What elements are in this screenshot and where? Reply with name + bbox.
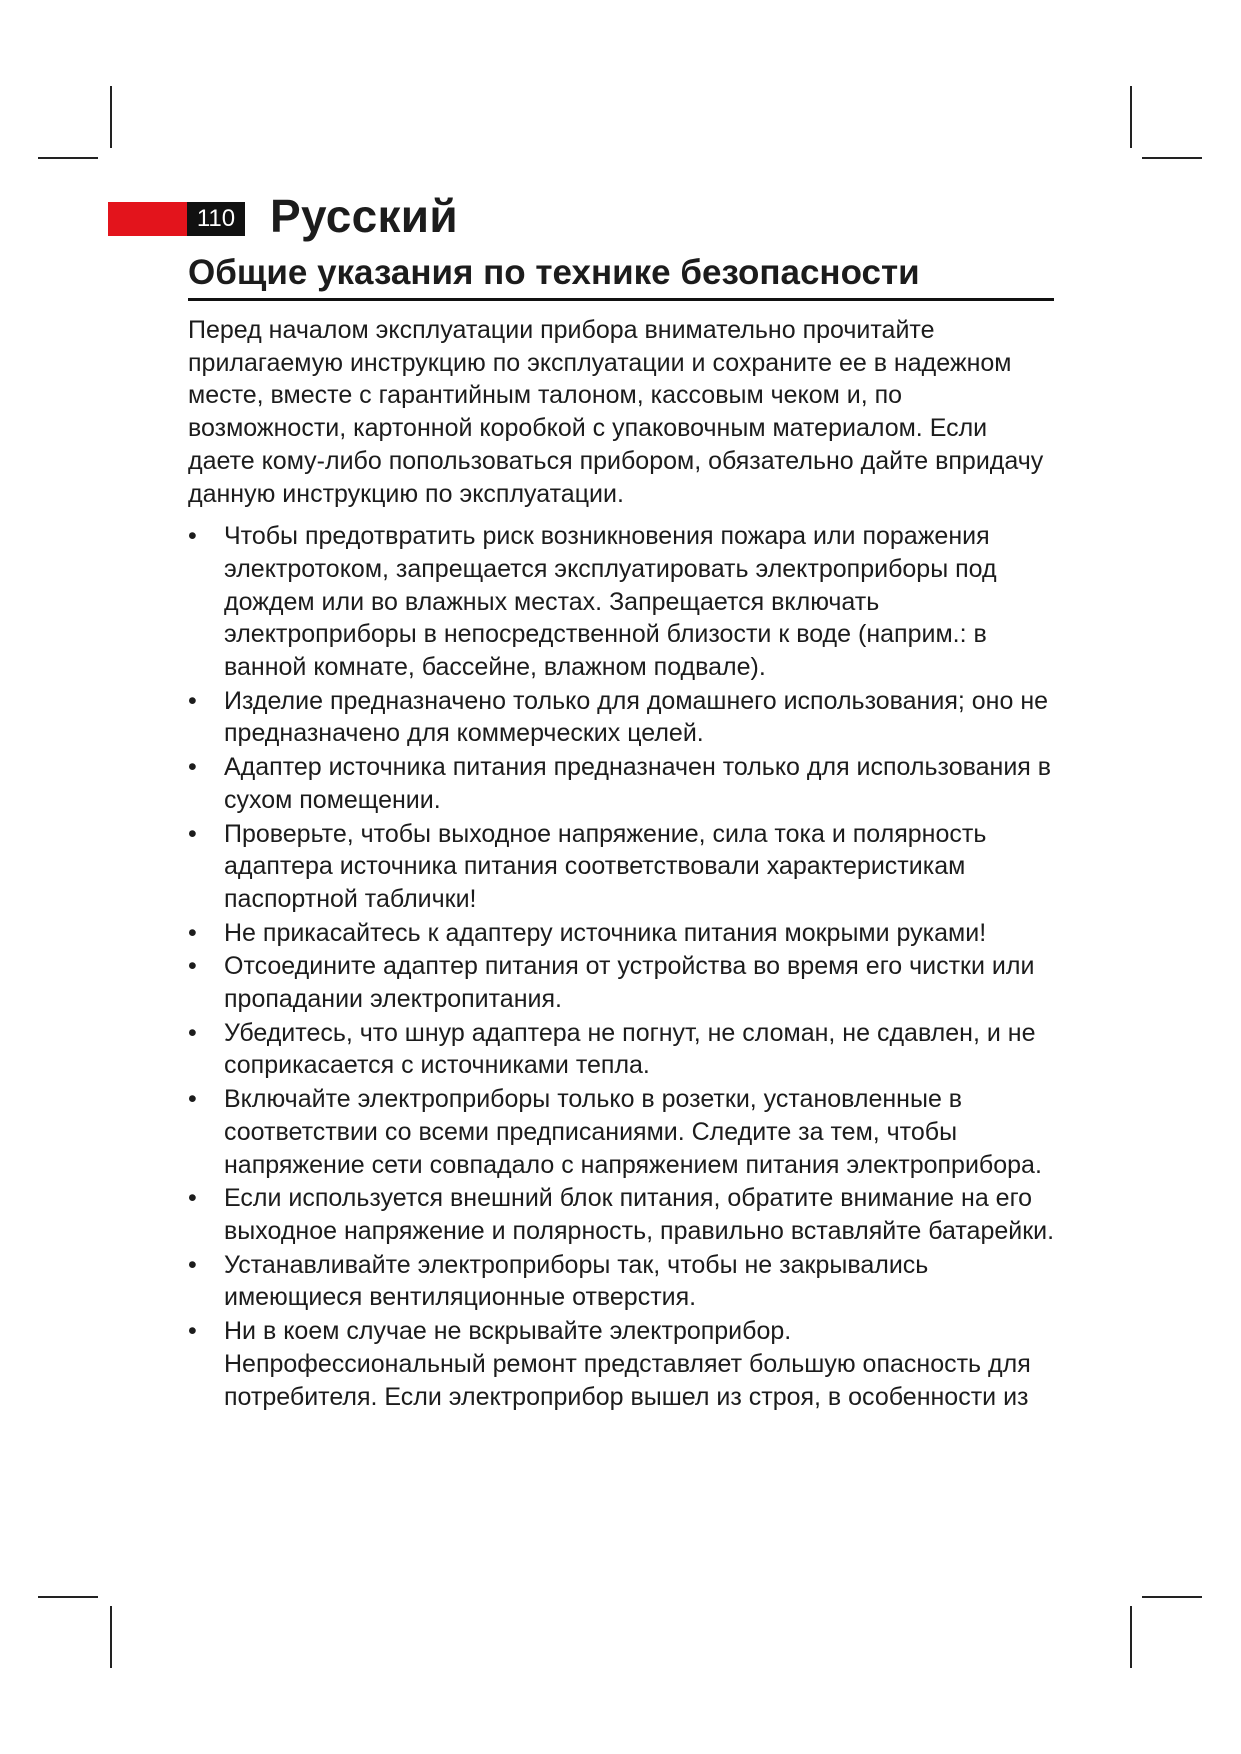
bullet-marker: • — [188, 522, 197, 551]
section-title: Общие указания по технике безопасности — [188, 250, 1054, 301]
bullet-marker: • — [188, 753, 197, 782]
crop-mark-bottom-right-vertical — [1130, 1606, 1132, 1668]
list-item: • Ни в коем случае не вскрывайте электроприбор. Непрофессиональный ремонт представляет большую опасность для потребителя. Если электроприбор вышел из строя, в особенности из — [188, 1317, 1031, 1411]
list-item: • Чтобы предотвратить риск возникновения пожара или поражения электротоком, запрещается эксплуатировать электроприборы под дождем или во влажных местах. Запрещается включать электроприборы в непосредственной близости к воде (наприм.: в ванной комнате, бассейне, влажном подвале). — [188, 522, 997, 682]
list-item: • Не прикасайтесь к адаптеру источника питания мокрыми руками! — [188, 917, 1058, 950]
safety-list — [188, 520, 1058, 1413]
document-body — [188, 314, 1058, 1414]
list-item: • Устанавливайте электроприборы так, чтобы не закрывались имеющиеся вентиляционные отверстия. — [188, 1250, 929, 1312]
list-item: • Отсоедините адаптер питания от устройства во время его чистки или пропадании электропитания. — [188, 952, 1035, 1014]
list-item: • Изделие предназначено только для домашнего использования; оно не предназначено для коммерческих целей. — [188, 686, 1049, 748]
bullet-marker: • — [188, 1184, 197, 1213]
bullet-marker: • — [188, 1085, 197, 1114]
intro-paragraph: Перед началом эксплуатации прибора внимательно прочитайте прилагаемую инструкцию по эксплуатации и сохраните ее в надежном месте, вместе с гарантийным талоном, кассовым чеком и, по возможности, картонной коробкой с упаковочным материалом. Если даете кому-либо попользоваться прибором, обязательно дайте впридачу данную инструкцию по эксплуатации. — [188, 316, 1044, 508]
list-item: • Проверьте, чтобы выходное напряжение, сила тока и полярность адаптера источника питания соответствовали характеристикам паспортной таблички! — [188, 819, 987, 913]
bullet-marker: • — [188, 1250, 197, 1279]
crop-mark-bottom-right-horizontal — [1142, 1596, 1202, 1598]
language-accent-bar — [108, 202, 188, 236]
list-item: • Включайте электроприборы только в розетки, установленные в соответствии со всеми предписаниями. Следите за тем, чтобы напряжение сети совпадало с напряжением питания электроприбора. — [188, 1085, 1042, 1179]
crop-mark-top-left-horizontal — [38, 157, 98, 159]
bullet-marker: • — [188, 918, 197, 947]
crop-mark-bottom-left-horizontal — [38, 1596, 98, 1598]
list-item: • Если используется внешний блок питания, обратите внимание на его выходное напряжение и полярность, правильно вставляйте батарейки. — [188, 1184, 1055, 1245]
crop-mark-top-left-vertical — [110, 86, 112, 148]
page-number: 110 — [187, 202, 245, 236]
list-item: • Убедитесь, что шнур адаптера не погнут, не сломан, не сдавлен, и не соприкасается с источниками тепла. — [188, 1018, 1036, 1080]
crop-mark-bottom-left-vertical — [110, 1606, 112, 1668]
bullet-marker: • — [188, 952, 197, 981]
language-heading: Русский — [270, 190, 458, 242]
bullet-marker: • — [188, 1317, 197, 1346]
list-item: • Адаптер источника питания предназначен только для использования в сухом помещении. — [188, 753, 1052, 814]
crop-mark-top-right-vertical — [1130, 86, 1132, 148]
bullet-marker: • — [188, 686, 197, 715]
bullet-marker: • — [188, 1018, 197, 1047]
crop-mark-top-right-horizontal — [1142, 157, 1202, 159]
bullet-marker: • — [188, 819, 197, 848]
